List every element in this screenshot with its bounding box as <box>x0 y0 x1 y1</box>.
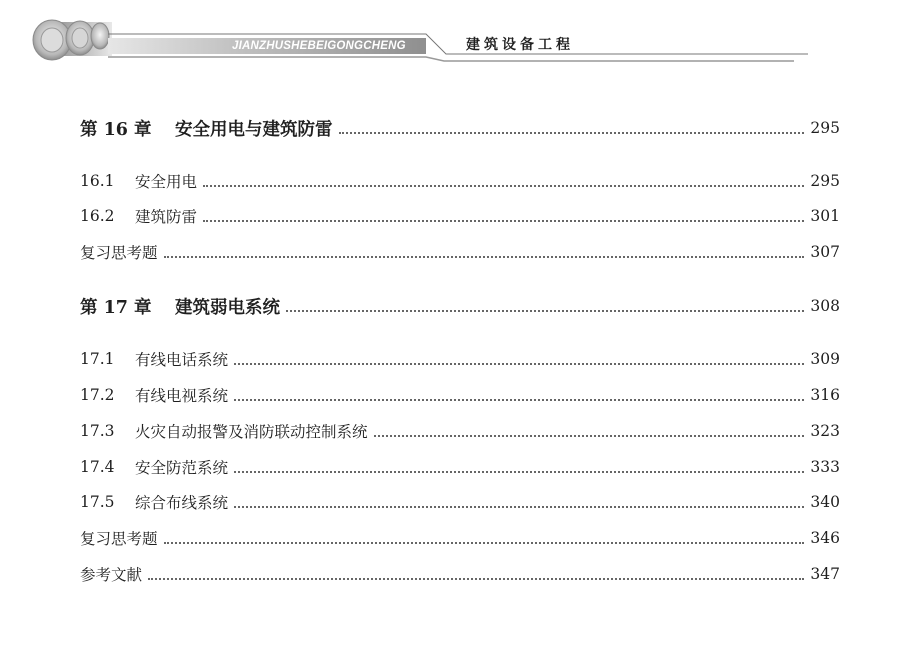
toc-leader <box>234 506 804 508</box>
toc-page-number: 309 <box>810 350 840 368</box>
toc-title: 安全用电与建筑防雷 <box>175 119 333 140</box>
toc-page-number: 295 <box>810 119 840 137</box>
toc-leader <box>286 310 804 312</box>
toc-page-number: 307 <box>810 243 840 261</box>
toc-page-number: 308 <box>810 297 840 315</box>
toc-row[interactable] <box>80 419 840 443</box>
toc-row[interactable] <box>80 526 840 550</box>
toc-row[interactable] <box>80 169 840 193</box>
toc-page-number: 347 <box>810 565 840 583</box>
toc-leader <box>234 399 804 401</box>
toc-number: 第 16 章 <box>80 119 152 140</box>
toc-row[interactable] <box>80 204 840 228</box>
toc-leader <box>148 578 804 580</box>
toc-number: 17.1 <box>80 350 115 368</box>
toc-title: 有线电视系统 <box>135 387 229 405</box>
toc-title: 复习思考题 <box>80 244 158 262</box>
toc-number: 17.3 <box>80 422 115 440</box>
header-chinese-title: 建筑设备工程 <box>466 37 574 53</box>
toc-title: 有线电话系统 <box>135 351 229 369</box>
toc-number: 17.4 <box>80 458 115 476</box>
toc-row[interactable] <box>80 240 840 264</box>
toc-title: 建筑弱电系统 <box>175 297 280 318</box>
toc-title: 综合布线系统 <box>135 494 229 512</box>
toc-page-number: 333 <box>810 458 840 476</box>
toc-page-number: 323 <box>810 422 840 440</box>
toc-leader <box>203 185 804 187</box>
header-english-title: JIANZHUSHEBEIGONGCHENG <box>232 40 406 52</box>
toc-title: 安全用电 <box>135 173 198 191</box>
toc-row[interactable] <box>80 383 840 407</box>
toc-leader <box>164 542 805 544</box>
toc-number: 17.2 <box>80 386 115 404</box>
toc-page-number: 301 <box>810 207 840 225</box>
toc-leader <box>374 435 805 437</box>
toc-number: 16.2 <box>80 207 115 225</box>
toc-title: 复习思考题 <box>80 530 158 548</box>
toc-row[interactable] <box>80 116 840 140</box>
toc-row[interactable] <box>80 294 840 318</box>
toc-title: 参考文献 <box>80 566 143 584</box>
toc-title: 安全防范系统 <box>135 459 229 477</box>
toc-row[interactable] <box>80 562 840 586</box>
toc-page-number: 346 <box>810 529 840 547</box>
toc-number: 17.5 <box>80 493 115 511</box>
toc-leader <box>234 471 804 473</box>
toc-number: 第 17 章 <box>80 297 152 318</box>
toc-page-number: 316 <box>810 386 840 404</box>
toc-number: 16.1 <box>80 172 115 190</box>
toc-title: 火灾自动报警及消防联动控制系统 <box>135 423 368 441</box>
toc-title: 建筑防雷 <box>135 208 198 226</box>
toc-leader <box>164 256 805 258</box>
toc-page-number: 295 <box>810 172 840 190</box>
toc-row[interactable] <box>80 347 840 371</box>
toc-row[interactable] <box>80 490 840 514</box>
toc-leader <box>339 132 805 134</box>
toc-page-number: 340 <box>810 493 840 511</box>
toc-leader <box>234 363 804 365</box>
toc-row[interactable] <box>80 455 840 479</box>
toc-leader <box>203 220 804 222</box>
